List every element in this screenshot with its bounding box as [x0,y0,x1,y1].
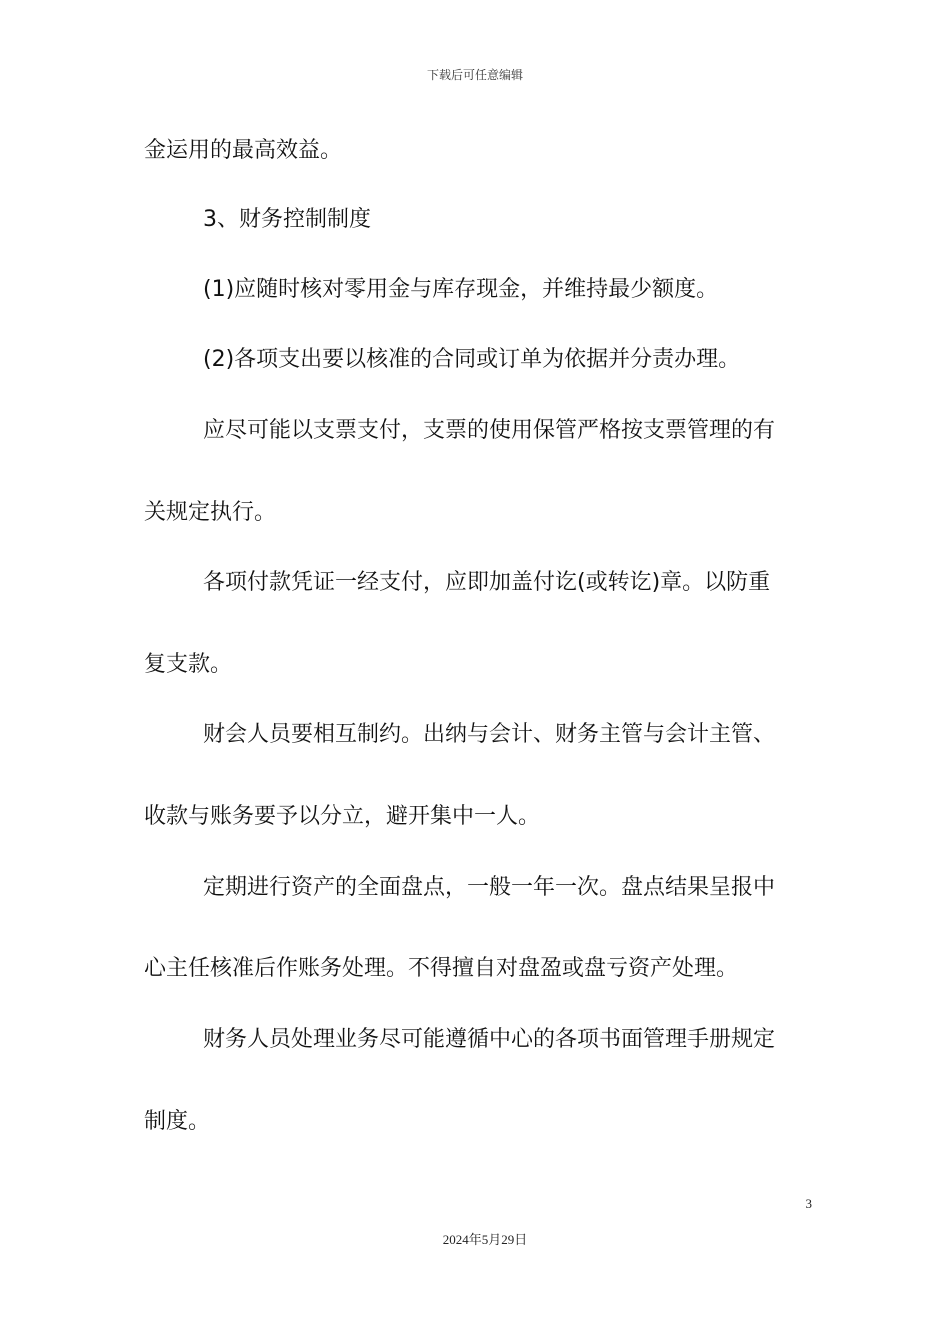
body-line: (2)各项支出要以核准的合同或订单为依据并分责办理。 [203,347,741,372]
body-line: (1)应随时核对零用金与库存现金，并维持最少额度。 [203,277,719,302]
body-line: 财务人员处理业务尽可能遵循中心的各项书面管理手册规定 [203,1027,776,1052]
page-header: 下载后可任意编辑 [426,68,523,82]
body-line: 收款与账务要予以分立，避开集中一人。 [144,804,541,829]
section-heading: 3、财务控制制度 [203,207,371,232]
body-line: 定期进行资产的全面盘点，一般一年一次。盘点结果呈报中 [203,875,776,900]
page-number: 3 [805,1196,812,1211]
body-line: 各项付款凭证一经支付，应即加盖付讫(或转讫)章。以防重 [203,570,771,595]
body-line: 制度。 [144,1109,211,1134]
body-line: 应尽可能以支票支付，支票的使用保管严格按支票管理的有 [203,418,776,443]
page-footer-date: 2024年5月29日 [442,1232,528,1247]
body-line: 复支款。 [144,652,233,677]
body-line: 关规定执行。 [144,500,277,525]
body-line: 金运用的最高效益。 [144,138,343,163]
body-line: 心主任核准后作账务处理。不得擅自对盘盈或盘亏资产处理。 [144,956,739,981]
body-line: 财会人员要相互制约。出纳与会计、财务主管与会计主管、 [203,722,776,747]
